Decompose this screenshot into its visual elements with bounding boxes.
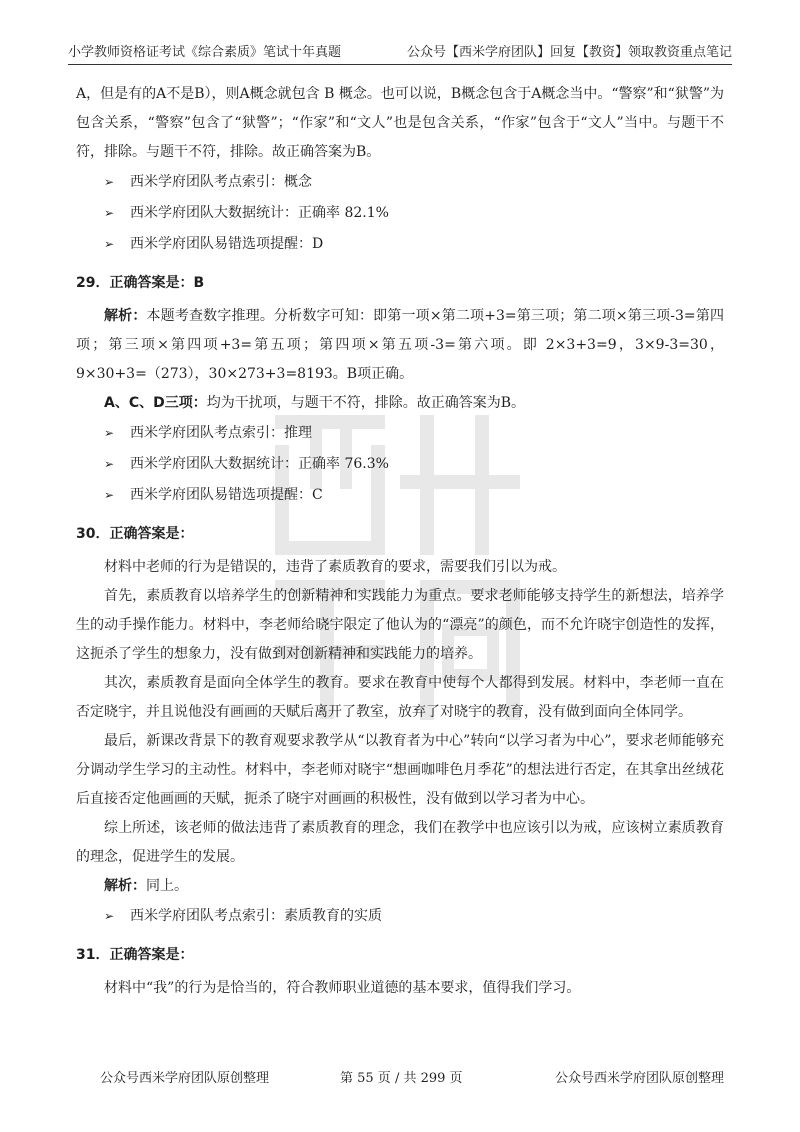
q30-heading: 30．正确答案是： (76, 526, 194, 542)
header-title: 小学教师资格证考试《综合素质》笔试十年真题 (68, 45, 342, 60)
options-label: A、C、D三项： (104, 395, 207, 411)
analysis-label: 解析： (104, 308, 147, 324)
q30-paragraph-4: 最后，新课改背景下的教育观要求教学从“以教育者为中心”转向“以学习者为中心”，要求老师能够充分调动学生学习的主动性。材料中，李老师对晓宇“想画咖啡色月季花”的想法进行否定，在其拿出丝绒花后直接否定他画画的天赋，扼杀了晓宇对画画的积极性，没有做到以学习者为中心。 (76, 733, 724, 807)
q28-trap (76, 229, 724, 260)
bullet-text: 西米学府团队大数据统计：正确率 82.1% (130, 205, 389, 221)
arrow-bullet-icon: ➢ (104, 237, 115, 251)
q29-stat (76, 449, 724, 480)
q28-stat (76, 198, 724, 229)
q30-topic (76, 901, 724, 932)
q30-analysis (76, 872, 724, 901)
bullet-text: 西米学府团队易错选项提醒：D (130, 236, 324, 252)
footer-left: 公众号西米学府团队原创整理 (100, 1071, 270, 1086)
q29-analysis (76, 302, 724, 389)
page-number: 第 55 页 / 共 299 页 (340, 1071, 463, 1086)
q29-heading: 29．正确答案是：B (76, 275, 205, 291)
bullet-text: 西米学府团队考点索引：概念 (130, 174, 312, 190)
bullet-text: 西米学府团队考点索引：素质教育的实质 (130, 908, 382, 924)
arrow-bullet-icon: ➢ (104, 206, 115, 220)
arrow-bullet-icon: ➢ (104, 909, 115, 923)
q30-paragraph-2: 首先，素质教育以培养学生的创新精神和实践能力为重点。要求老师能够支持学生的新想法，培养学生的动手操作能力。材料中，李老师给晓宇限定了他认为的“漂亮”的颜色，而不允许晓宇创造性的发挥，这扼杀了学生的想象力，没有做到对创新精神和实践能力的培养。 (76, 588, 724, 662)
q31-heading: 31．正确答案是： (76, 947, 194, 963)
page-header (68, 44, 732, 65)
q31-paragraph-1: 材料中“我”的行为是恰当的，符合教师职业道德的基本要求，值得我们学习。 (104, 980, 581, 996)
page-footer (100, 1070, 724, 1090)
header-promo: 公众号【西米学府团队】回复【教资】领取教资重点笔记 (406, 45, 732, 60)
footer-right: 公众号西米学府团队原创整理 (554, 1071, 724, 1086)
analysis-label: 解析： (104, 878, 146, 894)
page-content (76, 80, 724, 1003)
arrow-bullet-icon: ➢ (104, 175, 115, 189)
q28-continuation: A，但是有的A不是B），则A概念就包含 B 概念。也可以说，B概念包含于A概念当中。“警察”和“狱警”为包含关系，“警察”包含了“狱警”；“作家”和“文人”也是包含关系，“作家”包含于“文人”当中。与题干不符，排除。与题干不符，排除。故正确答案为B。 (76, 86, 724, 160)
q30-paragraph-5: 综上所述，该老师的做法违背了素质教育的理念，我们在教学中也应该引以为戒，应该树立素质教育的理念，促进学生的发展。 (76, 820, 724, 865)
bullet-text: 西米学府团队考点索引：推理 (130, 425, 312, 441)
q29-trap (76, 480, 724, 511)
q30-paragraph-1: 材料中老师的行为是错误的，违背了素质教育的要求，需要我们引以为戒。 (104, 559, 566, 575)
arrow-bullet-icon: ➢ (104, 457, 115, 471)
options-text: 均为干扰项，与题干不符，排除。故正确答案为B。 (206, 395, 526, 411)
q29-other-options (76, 389, 724, 418)
bullet-text: 西米学府团队易错选项提醒：C (130, 487, 323, 503)
q28-topic (76, 167, 724, 198)
arrow-bullet-icon: ➢ (104, 488, 115, 502)
analysis-text: 本题考查数字推理。分析数字可知：即第一项×第二项+3=第三项；第二项×第三项-3=第四项；第三项×第四项+3=第五项；第四项×第五项-3=第六项。即 2×3+3=9，3×9-3=30，9×30+3=（273），30×273+3=8193。B项正确。 (76, 308, 724, 382)
analysis-text: 同上。 (146, 878, 188, 894)
bullet-text: 西米学府团队大数据统计：正确率 76.3% (130, 456, 389, 472)
q30-paragraph-3: 其次，素质教育是面向全体学生的教育。要求在教育中使每个人都得到发展。材料中，李老师一直在否定晓宇，并且说他没有画画的天赋后离开了教室，放弃了对晓宇的教育，没有做到面向全体同学。 (76, 675, 724, 720)
arrow-bullet-icon: ➢ (104, 426, 115, 440)
q29-topic (76, 418, 724, 449)
